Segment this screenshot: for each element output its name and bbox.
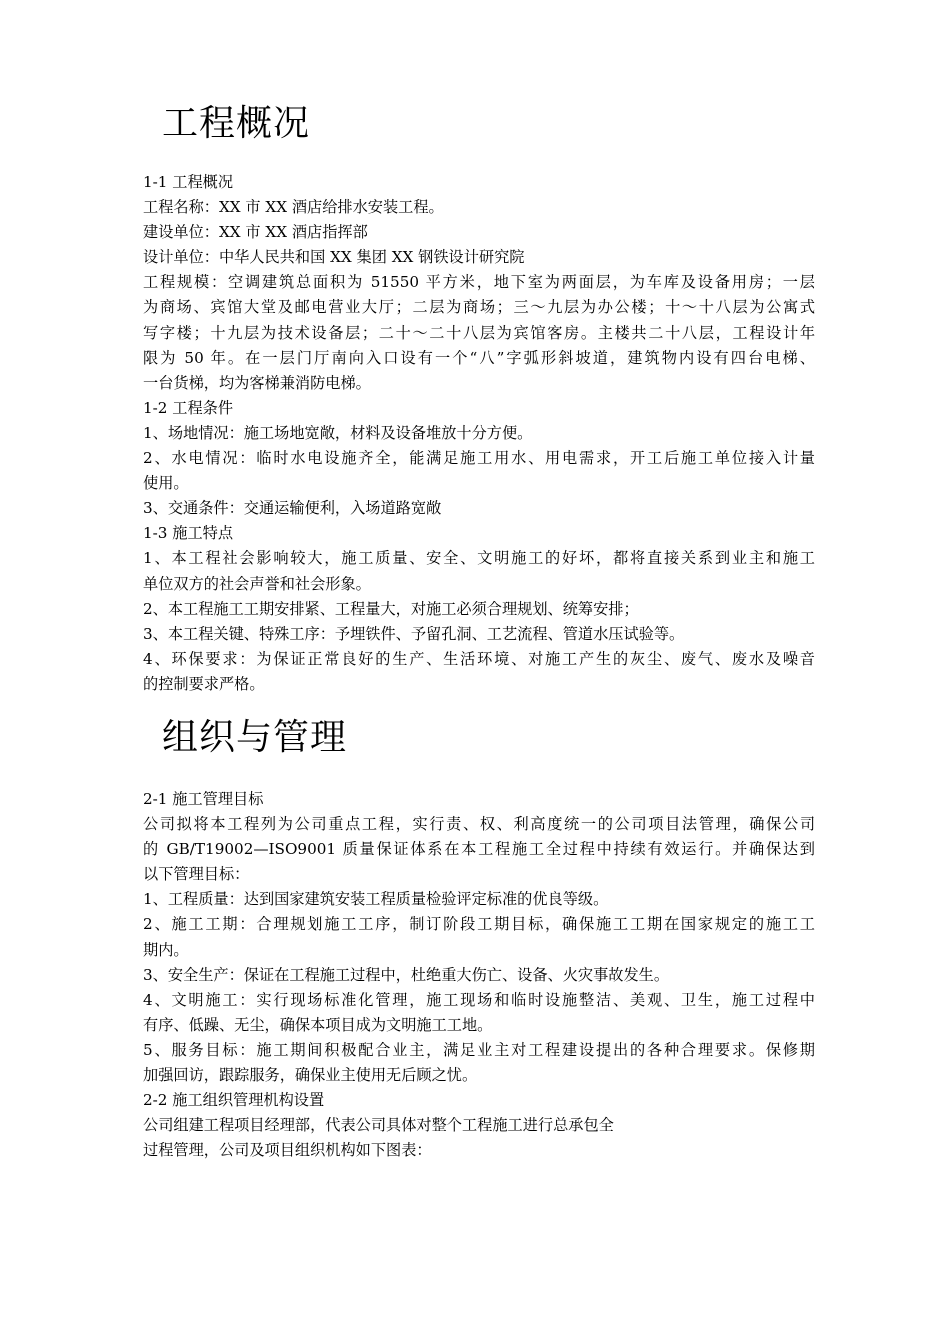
- paragraph-line: 工程规模：空调建筑总面积为 51550 平方米，地下室为两面层，为车库及设备用房；一层: [143, 273, 815, 292]
- paragraph-line: 1、本工程社会影响较大，施工质量、安全、文明施工的好坏，都将直接关系到业主和施工: [143, 549, 815, 568]
- paragraph-line: 公司组建工程项目经理部，代表公司具体对整个工程施工进行总承包全: [143, 1116, 614, 1135]
- paragraph-line: 4、环保要求：为保证正常良好的生产、生活环境、对施工产生的灰尘、废气、废水及噪音: [143, 649, 815, 668]
- section-body-organization: [143, 787, 815, 1163]
- paragraph-line: 3、交通条件：交通运输便利，入场道路宽敞: [143, 499, 442, 518]
- paragraph-line: 2、水电情况：临时水电设施齐全，能满足施工用水、用电需求，开工后施工单位接入计量: [143, 449, 815, 468]
- subheading: 1-1 工程概况: [143, 173, 234, 191]
- paragraph-line: 使用。: [143, 474, 189, 493]
- paragraph-line: 1、场地情况：施工场地宽敞，材料及设备堆放十分方便。: [143, 423, 533, 442]
- paragraph-line: 3、安全生产：保证在工程施工过程中，杜绝重大伤亡、设备、火灾事故发生。: [143, 965, 670, 984]
- paragraph-line: 有序、低躁、无尘，确保本项目成为文明施工工地。: [143, 1015, 493, 1034]
- section-body-overview: [143, 170, 815, 697]
- paragraph-line: 2、本工程施工工期安排紧、工程量大，对施工必须合理规划、统筹安排；: [143, 599, 639, 618]
- paragraph-line: 单位双方的社会声誉和社会形象。: [143, 574, 371, 593]
- paragraph-line: 4、文明施工：实行现场标准化管理，施工现场和临时设施整洁、美观、卫生，施工过程中: [143, 990, 815, 1009]
- paragraph-line: 期内。: [143, 940, 189, 959]
- paragraph-line: 写字楼；十九层为技术设备层；二十～二十八层为宾馆客房。主楼共二十八层，工程设计年: [143, 323, 815, 342]
- subheading: 2-1 施工管理目标: [143, 790, 264, 808]
- paragraph-line: 过程管理，公司及项目组织机构如下图表：: [143, 1141, 432, 1160]
- paragraph-line: 工程名称：XX 市 XX 酒店给排水安装工程。: [143, 198, 444, 217]
- subheading: 1-2 工程条件: [143, 398, 234, 417]
- paragraph-line: 1、工程质量：达到国家建筑安装工程质量检验评定标准的优良等级。: [143, 890, 609, 909]
- paragraph-line: 5、服务目标：施工期间积极配合业主，满足业主对工程建设提出的各种合理要求。保修期: [143, 1040, 815, 1059]
- paragraph-line: 的控制要求严格。: [143, 674, 265, 693]
- paragraph-line: 以下管理目标：: [143, 865, 250, 884]
- paragraph-line: 为商场、宾馆大堂及邮电营业大厅；二层为商场；三～九层为办公楼；十～十八层为公寓式: [143, 298, 815, 317]
- paragraph-line: 3、本工程关键、特殊工序：予埋铁件、予留孔洞、工艺流程、管道水压试验等。: [143, 624, 685, 643]
- paragraph-line: 一台货梯，均为客梯兼消防电梯。: [143, 373, 371, 392]
- paragraph-line: 公司拟将本工程列为公司重点工程，实行责、权、利高度统一的公司项目法管理，确保公司: [143, 815, 815, 834]
- paragraph-line: 加强回访，跟踪服务，确保业主使用无后顾之忧。: [143, 1066, 478, 1085]
- subheading: 2-2 施工组织管理机构设置: [143, 1091, 325, 1110]
- paragraph-line: 的 GB/T19002—ISO9001 质量保证体系在本工程施工全过程中持续有效运行。并确保达到: [143, 840, 815, 859]
- section-heading-organization: 组织与管理: [162, 717, 348, 758]
- subheading: 1-3 施工特点: [143, 524, 234, 543]
- paragraph-line: 2、施工工期：合理规划施工工序，制订阶段工期目标，确保施工工期在国家规定的施工工: [143, 915, 815, 934]
- paragraph-line: 设计单位：中华人民共和国 XX 集团 XX 钢铁设计研究院: [143, 248, 525, 267]
- paragraph-line: 建设单位：XX 市 XX 酒店指挥部: [143, 223, 368, 242]
- section-heading-overview: 工程概况: [162, 103, 311, 144]
- paragraph-line: 限为 50 年。在一层门厅南向入口设有一个“八”字弧形斜坡道，建筑物内设有四台电梯、: [143, 348, 815, 367]
